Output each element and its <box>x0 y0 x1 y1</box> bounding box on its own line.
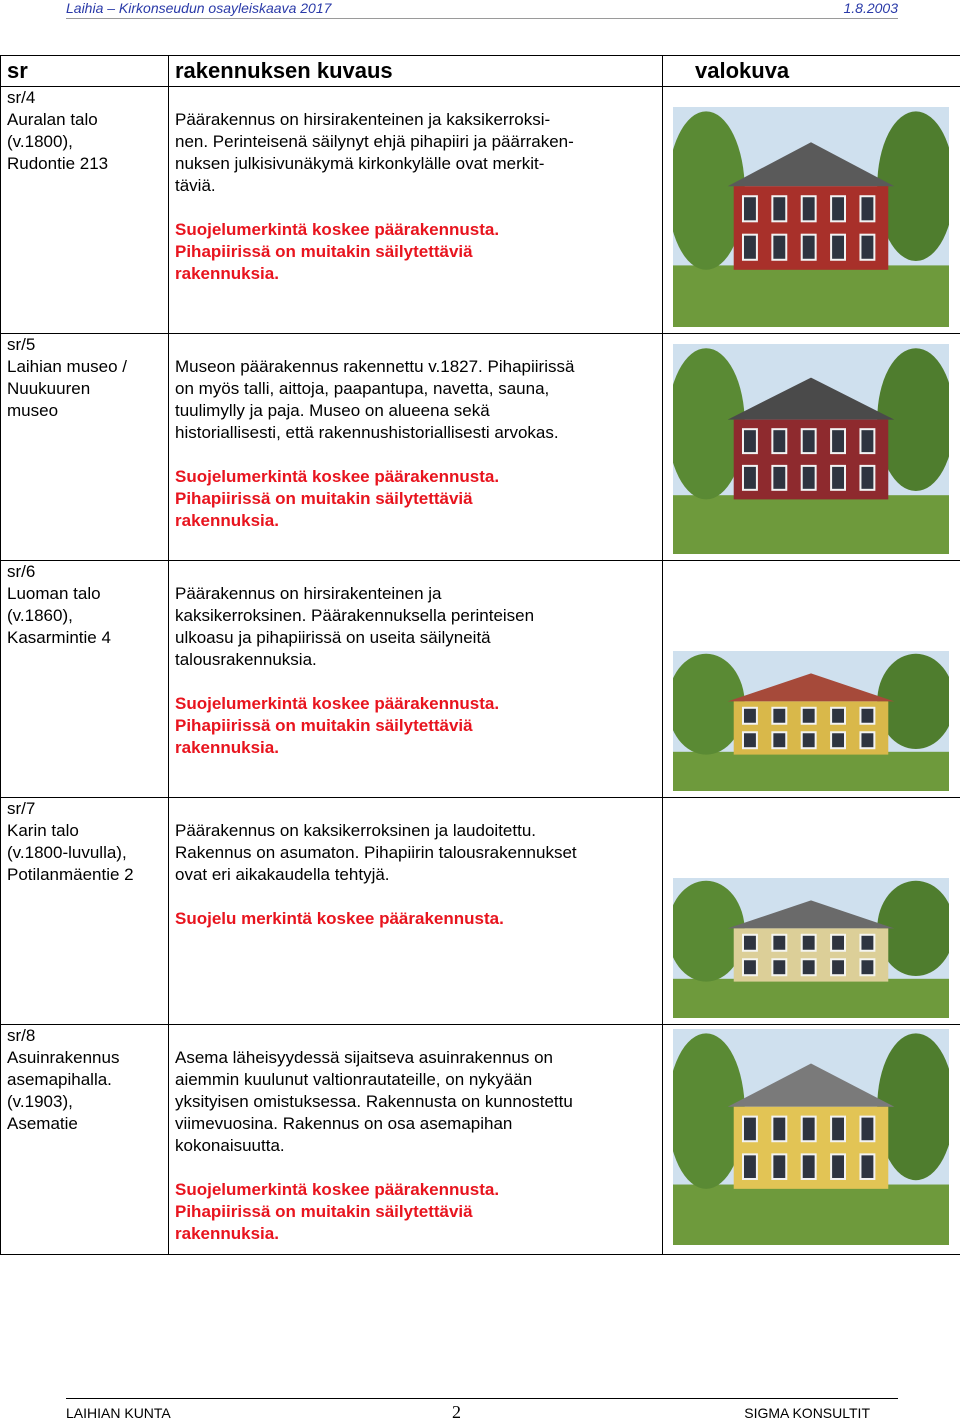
header-date: 1.8.2003 <box>843 0 898 16</box>
window <box>772 1117 786 1142</box>
window <box>831 732 845 748</box>
description-line: Rakennus on asumaton. Pihapiirin talousrakennukset <box>175 843 577 862</box>
window <box>860 935 874 951</box>
description-line: nen. Perinteisenä säilynyt ehjä pihapiiri ja päärraken- <box>175 132 574 151</box>
protection-note-line: Suojelu merkintä koskee päärakennusta. <box>175 909 504 928</box>
building-name-line: Auralan talo <box>7 110 98 129</box>
window <box>802 935 816 951</box>
table-row <box>1 561 960 798</box>
window <box>802 1154 816 1179</box>
description-line: Museon päärakennus rakennettu v.1827. Pihapiirissä <box>175 357 575 376</box>
window <box>743 196 757 221</box>
building-name-line: (v.1800-luvulla), <box>7 843 127 862</box>
building-id-cell <box>1 798 169 1025</box>
building-name-line: (v.1903), <box>7 1092 73 1111</box>
window <box>802 429 816 453</box>
protection-note-line: rakennuksia. <box>175 738 279 757</box>
building-id-cell <box>1 334 169 561</box>
page-footer <box>66 1398 898 1421</box>
building-name-line: Asematie <box>7 1114 78 1133</box>
description-line: Päärakennus on hirsirakenteinen ja kaksikerroksi- <box>175 110 551 129</box>
building-name-line: Rudontie 213 <box>7 154 109 173</box>
building-id: sr/8 <box>7 1026 36 1045</box>
window <box>860 732 874 748</box>
description-line: historiallisesti, että rakennushistoriallisesti arvokas. <box>175 423 559 442</box>
description-cell <box>169 561 663 798</box>
window <box>743 235 757 260</box>
description-line: Päärakennus on hirsirakenteinen ja <box>175 584 442 603</box>
photo-cell <box>663 1025 960 1255</box>
window <box>772 235 786 260</box>
building-name-line: (v.1860), <box>7 606 73 625</box>
window <box>831 935 845 951</box>
window <box>743 732 757 748</box>
description-line: täviä. <box>175 176 216 195</box>
window <box>743 959 757 975</box>
window <box>772 935 786 951</box>
protection-note-line: Pihapiirissä on muitakin säilytettäviä <box>175 1202 473 1221</box>
window <box>743 708 757 724</box>
yellow-farmhouse-photo <box>673 651 949 791</box>
window <box>802 466 816 490</box>
description-line: viimevuosina. Rakennus on osa asemapihan <box>175 1114 513 1133</box>
window <box>802 1117 816 1142</box>
window <box>772 708 786 724</box>
table-row <box>1 798 960 1025</box>
yellow-station-house-photo <box>673 1029 949 1245</box>
window <box>860 959 874 975</box>
building-name-line: museo <box>7 401 59 420</box>
table-row <box>1 334 960 561</box>
window <box>860 708 874 724</box>
running-header <box>66 0 898 19</box>
table-header-row <box>1 56 960 87</box>
window <box>772 1154 786 1179</box>
col-header-sr: sr <box>1 56 169 87</box>
window <box>743 935 757 951</box>
building-id: sr/4 <box>7 88 36 107</box>
window <box>860 1154 874 1179</box>
building-id-cell <box>1 87 169 334</box>
window <box>743 1117 757 1142</box>
footer-right: SIGMA KONSULTIT <box>744 1405 870 1421</box>
building-name-line: Asuinrakennus <box>7 1048 120 1067</box>
description-line: Päärakennus on kaksikerroksinen ja laudoitettu. <box>175 821 536 840</box>
window <box>860 429 874 453</box>
lawn <box>673 979 949 1018</box>
protection-note-line: Pihapiirissä on muitakin säilytettäviä <box>175 242 473 261</box>
window <box>802 235 816 260</box>
window <box>831 466 845 490</box>
window <box>860 1117 874 1142</box>
window <box>831 708 845 724</box>
window <box>831 1154 845 1179</box>
window <box>860 235 874 260</box>
window <box>802 196 816 221</box>
description-cell <box>169 1025 663 1255</box>
window <box>772 196 786 221</box>
window <box>831 235 845 260</box>
window <box>831 429 845 453</box>
protection-note-line: rakennuksia. <box>175 1224 279 1243</box>
header-title: Laihia – Kirkonseudun osayleiskaava 2017 <box>66 0 332 16</box>
table-row <box>1 1025 960 1255</box>
window <box>772 429 786 453</box>
red-log-house-photo <box>673 107 949 327</box>
description-cell <box>169 87 663 334</box>
lawn <box>673 1185 949 1245</box>
building-id-cell <box>1 561 169 798</box>
description-line: kaksikerroksinen. Päärakennuksella perinteisen <box>175 606 535 625</box>
page-number: 2 <box>452 1402 461 1422</box>
window <box>743 466 757 490</box>
window <box>802 732 816 748</box>
photo-cell <box>663 798 960 1025</box>
lawn <box>673 495 949 554</box>
protection-note-line: Suojelumerkintä koskee päärakennusta. <box>175 1180 500 1199</box>
description-line: aiemmin kuulunut valtionrautateille, on nykyään <box>175 1070 533 1089</box>
description-line: ulkoasu ja pihapiirissä on useita säilyneitä <box>175 628 491 647</box>
description-line: kokonaisuutta. <box>175 1136 285 1155</box>
building-name-line: Luoman talo <box>7 584 101 603</box>
protection-note-line: Suojelumerkintä koskee päärakennusta. <box>175 694 500 713</box>
description-cell <box>169 334 663 561</box>
building-id: sr/7 <box>7 799 36 818</box>
photo-cell <box>663 334 960 561</box>
lawn <box>673 752 949 791</box>
building-name-line: (v.1800), <box>7 132 73 151</box>
protection-note-line: rakennuksia. <box>175 264 279 283</box>
description-line: talousrakennuksia. <box>175 650 317 669</box>
photo-cell <box>663 561 960 798</box>
building-name-line: Nuukuuren <box>7 379 91 398</box>
window <box>743 429 757 453</box>
building-name-line: Potilanmäentie 2 <box>7 865 134 884</box>
pale-yellow-house-photo <box>673 878 949 1018</box>
window <box>831 959 845 975</box>
description-line: Asema läheisyydessä sijaitseva asuinrakennus on <box>175 1048 553 1067</box>
photo-cell <box>663 87 960 334</box>
description-line: ovat eri aikakaudella tehtyjä. <box>175 865 390 884</box>
window <box>772 732 786 748</box>
window <box>802 708 816 724</box>
window <box>772 466 786 490</box>
description-line: tuulimylly ja paja. Museo on alueena sekä <box>175 401 490 420</box>
lawn <box>673 265 949 327</box>
col-header-description: rakennuksen kuvaus <box>169 56 663 87</box>
building-id-cell <box>1 1025 169 1255</box>
protection-note-line: Suojelumerkintä koskee päärakennusta. <box>175 220 500 239</box>
window <box>860 466 874 490</box>
description-cell <box>169 798 663 1025</box>
window <box>772 959 786 975</box>
description-line: on myös talli, aittoja, paapantupa, navetta, sauna, <box>175 379 550 398</box>
protection-note-line: Suojelumerkintä koskee päärakennusta. <box>175 467 500 486</box>
building-id: sr/6 <box>7 562 36 581</box>
window <box>831 1117 845 1142</box>
protection-note-line: Pihapiirissä on muitakin säilytettäviä <box>175 716 473 735</box>
building-id: sr/5 <box>7 335 36 354</box>
description-line: nuksen julkisivunäkymä kirkonkylälle ovat merkit- <box>175 154 545 173</box>
window <box>860 196 874 221</box>
window <box>802 959 816 975</box>
building-inventory-table <box>0 55 960 1255</box>
window <box>743 1154 757 1179</box>
building-name-line: Kasarmintie 4 <box>7 628 111 647</box>
footer-left: LAIHIAN KUNTA <box>66 1405 171 1421</box>
building-name-line: Laihian museo / <box>7 357 128 376</box>
red-museum-house-photo <box>673 344 949 554</box>
col-header-photo: valokuva <box>663 56 960 87</box>
protection-note-line: Pihapiirissä on muitakin säilytettäviä <box>175 489 473 508</box>
window <box>831 196 845 221</box>
description-line: yksityisen omistuksessa. Rakennusta on kunnostettu <box>175 1092 573 1111</box>
protection-note-line: rakennuksia. <box>175 511 279 530</box>
table-row <box>1 87 960 334</box>
building-name-line: asemapihalla. <box>7 1070 112 1089</box>
building-name-line: Karin talo <box>7 821 79 840</box>
